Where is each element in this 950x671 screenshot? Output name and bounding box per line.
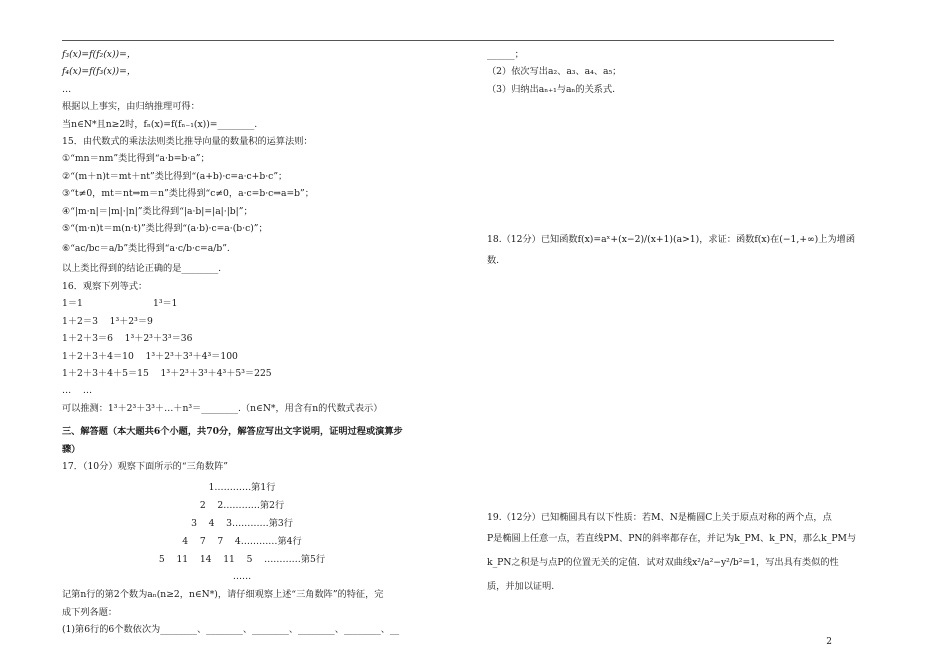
text-line: 可以推测：1³＋2³＋3³＋…＋n³＝________.（n∈N*，用含有n的代数式表示） bbox=[62, 402, 383, 414]
text-line: ④“|m·n|＝|m|·|n|”类比得到“|a·b|=|a|·|b|”； bbox=[62, 205, 253, 217]
question-16 bbox=[62, 278, 422, 417]
text-line: ⑤“(m·n)t＝m(n·t)”类比得到“(a·b)·c=a·(b·c)”； bbox=[62, 223, 268, 235]
question-18-stem: 18.（12分）已知函数f(x)=aˣ+(x−2)/(x+1)(a>1)，求证：函数f(x)在(−1,+∞)上为增函 bbox=[487, 234, 856, 246]
text-line: k_PN之积是与点P的位置无关的定值．试对双曲线x²/a²−y²/b²=1，写出具有类似的性 bbox=[487, 556, 839, 568]
text-line: 1＋2＋3＋4＝10 1³＋2³＋3³＋4³＝100 bbox=[62, 350, 238, 362]
question-17-stem: 17．（10分）观察下面所示的“三角数阵” bbox=[62, 460, 228, 472]
header-rule bbox=[62, 40, 834, 41]
triangle-row: 1…………第1行 bbox=[208, 482, 276, 494]
question-19-stem: 19.（12分）已知椭圆具有以下性质：若M、N是椭圆C上关于原点对称的两个点，点 bbox=[487, 511, 832, 523]
text-line: ①“mn＝nm”类比得到“a·b=b·a”； bbox=[62, 153, 210, 165]
triangle-row: 2 2…………第2行 bbox=[199, 500, 285, 512]
text-line: ③“t≠0，mt＝nt⇒m＝n”类比得到“c≠0，a·c=b·c⇒a=b”； bbox=[62, 188, 314, 200]
text-line: 成下列各题： bbox=[62, 606, 118, 618]
text-line: 1＋2＋3＝6 1³＋2³＋3³＝36 bbox=[62, 333, 193, 345]
text-line: f₄(x)=f(f₃(x))=， bbox=[62, 66, 137, 78]
question-17-continued bbox=[487, 46, 839, 98]
question-15-stem: 15．由代数式的乘法法则类比推导向量的数量积的运算法则： bbox=[62, 136, 313, 148]
triangle-row: …… bbox=[232, 571, 252, 583]
text-line: ______； bbox=[487, 49, 524, 60]
triangle-row: 4 7 7 4…………第4行 bbox=[182, 535, 302, 547]
text-line: 以上类比得到的结论正确的是________. bbox=[62, 263, 222, 275]
right-column bbox=[487, 46, 857, 598]
text-line: 质，并加以证明. bbox=[487, 580, 555, 592]
text-line: 1＝1 1³＝1 bbox=[62, 298, 178, 310]
question-16-stem: 16．观察下列等式： bbox=[62, 280, 148, 292]
text-line: … bbox=[62, 83, 72, 95]
text-line: 1＋2＋3＋4＋5＝15 1³＋2³＋3³＋4³＋5³＝225 bbox=[62, 367, 272, 379]
text-line: ②“(m＋n)t＝mt＋nt”类比得到“(a+b)·c=a·c+b·c”； bbox=[62, 170, 288, 182]
q14-continuation bbox=[62, 46, 422, 133]
triangle-array bbox=[62, 479, 422, 586]
question-18 bbox=[487, 228, 856, 269]
question-19 bbox=[487, 508, 857, 598]
triangle-row: 3 4 3…………第3行 bbox=[191, 517, 293, 529]
text-line: 1＋2＝3 1³＋2³＝9 bbox=[62, 315, 153, 327]
triangle-row: 5 11 14 11 5 …………第5行 bbox=[158, 553, 326, 565]
text-line: P是椭圆上任意一点，若直线PM、PN的斜率都存在，并记为k_PM、k_PN，那么k_PM与 bbox=[487, 532, 857, 544]
text-line: 数. bbox=[487, 255, 500, 267]
page-number: 2 bbox=[826, 637, 832, 647]
section-heading: 骤） bbox=[62, 443, 81, 455]
text-line: 记第n行的第2个数为aₙ(n≥2，n∈N*)，请仔细观察上述“三角数阵”的特征，完 bbox=[62, 589, 384, 601]
text-line: (1)第6行的6个数依次为________、________、________、________、________、__ bbox=[62, 623, 400, 635]
question-15 bbox=[62, 133, 422, 278]
text-line: 当n∈N*且n≥2时，fₙ(x)=f(fₙ₋₁(x))=________. bbox=[62, 118, 258, 130]
text-line: ⑥“ac/bc＝a/b”类比得到“a·c/b·c=a/b”. bbox=[62, 243, 230, 255]
text-line: （2）依次写出a₂、a₃、a₄、a₅； bbox=[487, 66, 622, 78]
question-17-body bbox=[62, 586, 422, 638]
text-line: f₃(x)=f(f₂(x))=， bbox=[62, 49, 137, 60]
text-line: … … bbox=[62, 385, 93, 397]
text-line: 根据以上事实，由归纳推理可得： bbox=[62, 101, 200, 113]
section-heading: 三、解答题（本大题共6个小题，共70分，解答应写出文字说明，证明过程或演算步 bbox=[62, 426, 403, 438]
left-column bbox=[62, 46, 422, 638]
text-line: （3）归纳出aₙ₊₁与aₙ的关系式. bbox=[487, 83, 616, 95]
